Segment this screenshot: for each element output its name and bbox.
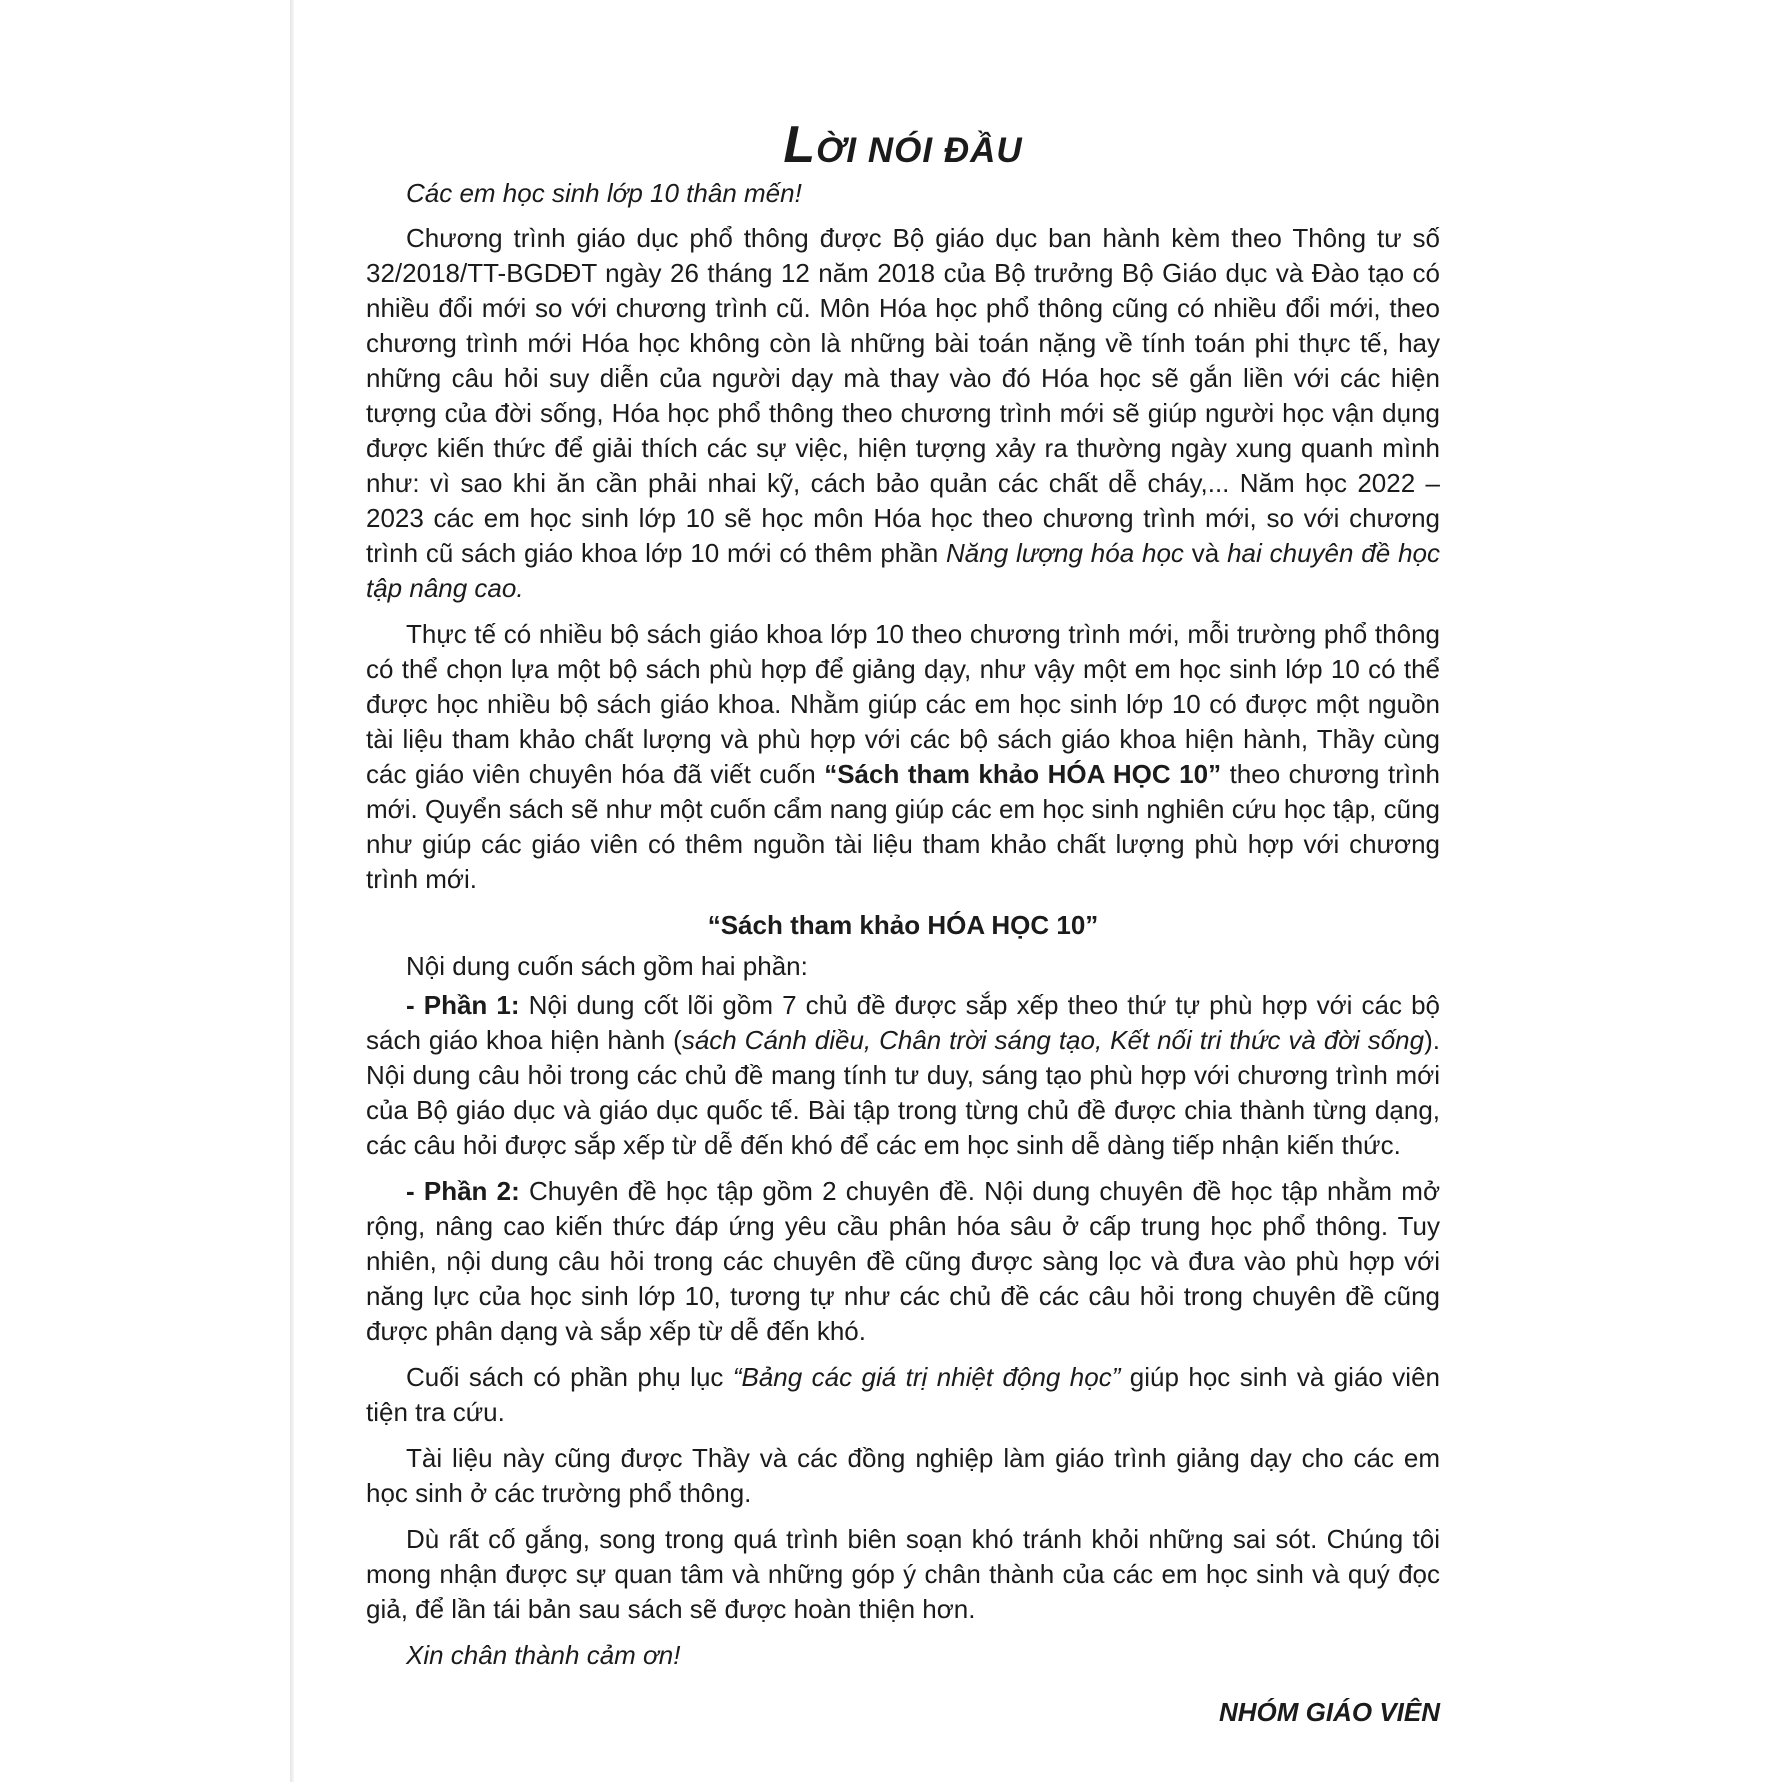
paragraph-feedback: Dù rất cố gắng, song trong quá trình biên soạn khó tránh khỏi những sai sót. Chúng tôi mong nhận được sự quan tâm và những góp ý chân thành của các em học sinh và quý đọc giả, để lần tái bản sau sách sẽ được hoàn thiện hơn. <box>366 1524 1440 1624</box>
part-1-description <box>366 988 1440 1163</box>
paragraph-curriculum-text: Chương trình giáo dục phổ thông được Bộ giáo dục ban hành kèm theo Thông tư số 32/2018/TT-BGDĐT ngày 26 tháng 12 năm 2018 của Bộ trưởng Bộ Giáo dục và Đào tạo có nhiều đổi mới so với chương trình cũ. Môn Hóa học phổ thông cũng có nhiều đổi mới, theo chương trình mới Hóa học không còn là những bài toán nặng về tính toán phi thực tế, hay những câu hỏi suy diễn của người dạy mà thay vào đó Hóa học sẽ gắn liền với các hiện tượng của đời sống, Hóa học phổ thông theo chương trình mới sẽ giúp người học vận dụng được kiến thức để giải thích các sự việc, hiện tượng xảy ra thường ngày xung quanh mình như: vì sao khi ăn cần phải nhai kỹ, cách bảo quản các chất dễ cháy,... Năm học 2022 – 2023 các em học sinh lớp 10 sẽ học môn Hóa học theo chương trình mới, so với chương trình cũ sách giáo khoa lớp 10 mới có thêm phần <box>366 223 1440 568</box>
contents-intro: Nội dung cuốn sách gồm hai phần: <box>406 951 808 981</box>
closing-thanks: Xin chân thành cảm ơn! <box>406 1640 681 1670</box>
paragraph-purpose-text-end: theo chương trình mới. Quyển sách sẽ như một cuốn cẩm nang giúp các em học sinh nghiên cứu học tập, cũng như giúp các giáo viên có thêm nguồn tài liệu tham khảo chất lượng phù hợp với chương trình mới. <box>366 759 1440 894</box>
paragraph-curriculum <box>366 221 1440 606</box>
paragraph-curriculum-connector: và <box>1183 538 1228 568</box>
part-1-textbook-list: sách Cánh diều, Chân trời sáng tạo, Kết nối tri thức và đời sống <box>681 1025 1425 1055</box>
page-edge-shadow <box>290 0 294 1782</box>
paragraph-curriculum-emphasis-topics: hai chuyên đề học tập nâng cao. <box>366 538 1440 603</box>
paragraph-curriculum-emphasis-energy: Năng lượng hóa học <box>946 538 1184 568</box>
part-2-description <box>366 1174 1440 1349</box>
part-2-label: - Phần 2: <box>406 1176 520 1206</box>
paragraph-purpose-text: Thực tế có nhiều bộ sách giáo khoa lớp 10 theo chương trình mới, mỗi trường phổ thông có thể chọn lựa một bộ sách phù hợp để giảng dạy, như vậy một em học sinh lớp 10 có thể được học nhiều bộ sách giáo khoa. Nhằm giúp các em học sinh lớp 10 có được một nguồn tài liệu tham khảo chất lượng và phù hợp với các bộ sách giáo khoa hiện hành, Thầy cùng các giáo viên chuyên hóa đã viết cuốn <box>366 619 1440 789</box>
part-2-text: Chuyên đề học tập gồm 2 chuyên đề. Nội dung chuyên đề học tập nhằm mở rộng, nâng cao kiến thức đáp ứng yêu cầu phân hóa sâu ở cấp trung học phổ thông. Tuy nhiên, nội dung câu hỏi trong các chuyên đề cũng được sàng lọc và đưa vào phù hợp với năng lực của học sinh lớp 10, tương tự như các chủ đề các câu hỏi trong chuyên đề cũng được phân dạng và sắp xếp từ dễ đến khó. <box>366 1176 1440 1346</box>
paragraph-appendix <box>366 1360 1440 1430</box>
paragraph-usage: Tài liệu này cũng được Thầy và các đồng nghiệp làm giáo trình giảng dạy cho các em học sinh ở các trường phổ thông. <box>366 1443 1440 1508</box>
paragraph-purpose-book-name: “Sách tham khảo HÓA HỌC 10” <box>824 759 1222 789</box>
part-1-text-end: ). Nội dung câu hỏi trong các chủ đề mang tính tư duy, sáng tạo phù hợp với chương trình mới của Bộ giáo dục và giáo dục quốc tế. Bài tập trong từng chủ đề được chia thành từng dạng, các câu hỏi được sắp xếp từ dễ đến khó để các em học sinh dễ dàng tiếp nhận kiến thức. <box>366 1025 1440 1160</box>
book-title: “Sách tham khảo HÓA HỌC 10” <box>707 910 1099 940</box>
paragraph-appendix-text-end: giúp học sinh và giáo viên tiện tra cứu. <box>366 1362 1440 1427</box>
signature: NHÓM GIÁO VIÊN <box>1218 1697 1440 1727</box>
page-title <box>366 116 1440 174</box>
title-first-letter: L <box>783 116 817 174</box>
part-1-label: - Phần 1: <box>406 990 520 1020</box>
part-1-text: Nội dung cốt lõi gồm 7 chủ đề được sắp xếp theo thứ tự phù hợp với các bộ sách giáo khoa hiện hành ( <box>366 990 1440 1055</box>
paragraph-appendix-text: Cuối sách có phần phụ lục <box>406 1362 733 1392</box>
title-rest: ỜI NÓI ĐẦU <box>816 131 1023 170</box>
greeting: Các em học sinh lớp 10 thân mến! <box>406 178 802 208</box>
preface-content <box>366 116 1440 1730</box>
paragraph-appendix-title: “Bảng các giá trị nhiệt động học” <box>732 1362 1121 1392</box>
paragraph-purpose <box>366 617 1440 897</box>
